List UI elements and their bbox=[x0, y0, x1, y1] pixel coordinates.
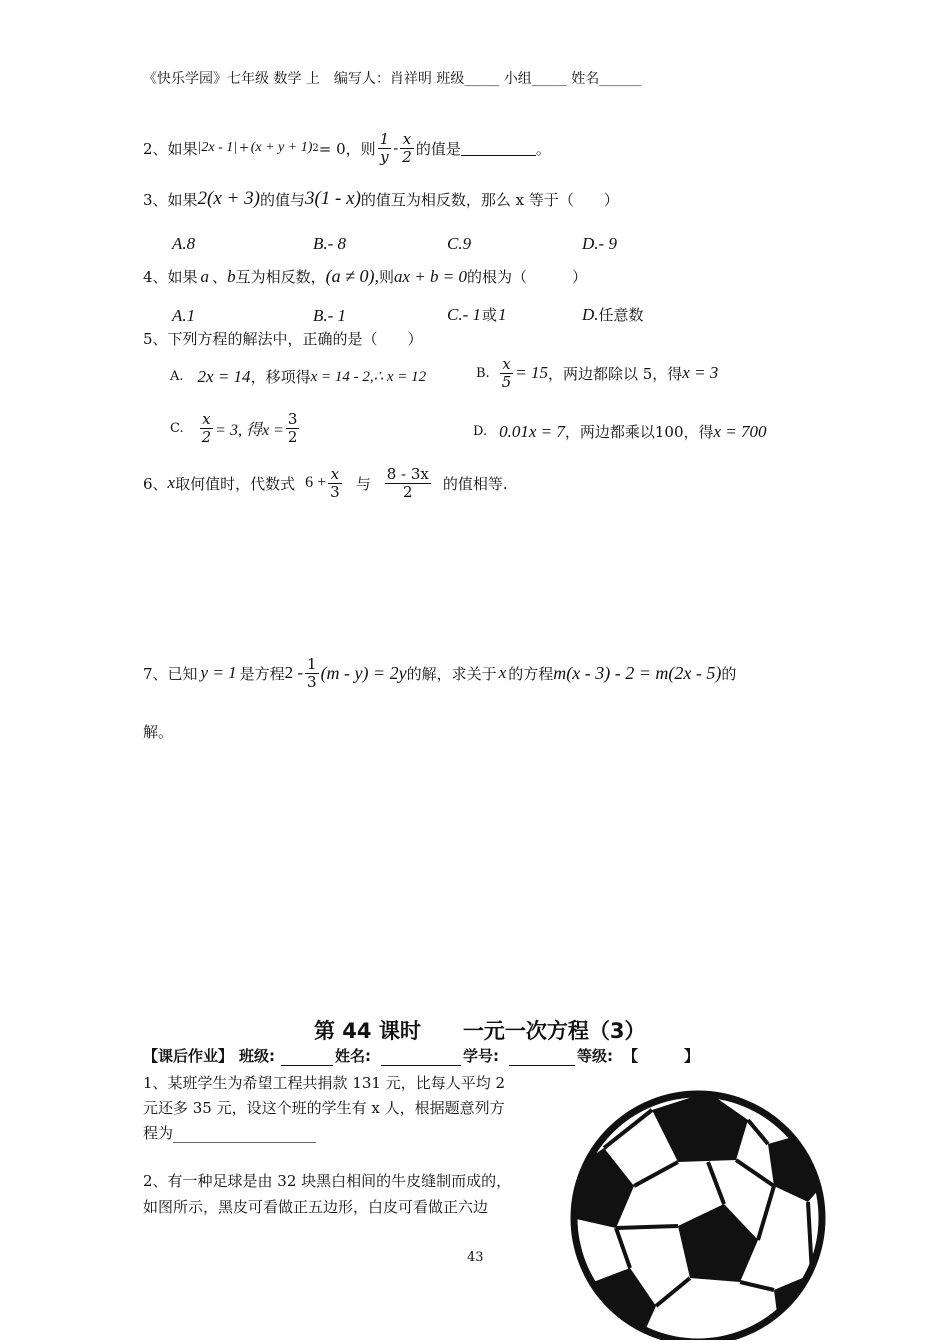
q5-d-eq1: 0.01x = 7 bbox=[499, 421, 565, 441]
q5-c-frac2-num: 3 bbox=[287, 410, 298, 428]
q4-option-d[interactable] bbox=[582, 304, 644, 325]
soccer-ball-image bbox=[560, 1078, 838, 1340]
q4-option-d-label: D. bbox=[582, 304, 599, 324]
q6-frac2 bbox=[385, 466, 431, 500]
q4-option-c-val1: C.- 1 bbox=[447, 304, 481, 324]
q2-frac1-den: y bbox=[380, 147, 389, 166]
page-header: 《快乐学园》七年级 数学 上 编写人：肖祥明 班级_____ 小组_____ 姓名______ bbox=[143, 71, 642, 87]
q2-suffix: 的值是 bbox=[415, 139, 461, 158]
q5-a-eq1: 2x = 14 bbox=[197, 366, 251, 386]
class-label: 班级: bbox=[239, 1047, 276, 1065]
q5-option-d[interactable] bbox=[473, 421, 767, 442]
q3-option-c[interactable]: C.9 bbox=[447, 234, 472, 253]
student-id-label: 学号: bbox=[463, 1047, 500, 1065]
q5-c-frac1-num: x bbox=[200, 411, 214, 429]
page-number: 43 bbox=[467, 1250, 484, 1265]
q7-eq4: m(x - 3) - 2 = m(2x - 5) bbox=[553, 662, 722, 683]
hw-q1-answer-blank[interactable] bbox=[173, 1128, 316, 1143]
q4-option-c[interactable] bbox=[447, 304, 507, 325]
q5-b-frac-den: 5 bbox=[501, 372, 512, 391]
q3-option-b[interactable]: B.- 8 bbox=[313, 234, 347, 253]
q7-eq1: y = 1 bbox=[200, 663, 237, 682]
q6-x: x bbox=[167, 473, 176, 492]
hw-q2-line2: 如图所示，黑皮可看做正五边形，白皮可看做正六边 bbox=[143, 1198, 489, 1216]
q3-suffix: 的值互为相反数，那么 x 等于（ ） bbox=[360, 190, 619, 209]
q2-answer-blank[interactable] bbox=[461, 141, 536, 156]
q2-prefix: 2、如果 bbox=[143, 139, 198, 158]
q6-text3: 的值相等. bbox=[442, 474, 508, 493]
q5-option-c[interactable] bbox=[170, 411, 301, 445]
q7-prefix: 7、已知 bbox=[143, 664, 198, 683]
q5-d-eq2: x = 700 bbox=[713, 421, 767, 441]
question-7 bbox=[143, 656, 736, 690]
grade-bracket-left: 【 bbox=[623, 1047, 639, 1065]
q5-a-eq2: x = 14 - 2,∴ x = 12 bbox=[310, 369, 427, 385]
hw-q1-line3 bbox=[143, 1122, 316, 1143]
q5-b-label: B. bbox=[476, 365, 490, 381]
q2-abs: |2x - 1| bbox=[197, 140, 238, 155]
q5-b-frac-num: x bbox=[500, 356, 514, 374]
q5-d-label: D. bbox=[473, 424, 488, 439]
q5-b-text: ，两边都除以 5，得 bbox=[547, 364, 683, 383]
q4-prefix: 4、如果 bbox=[143, 268, 198, 286]
q4-option-c-or: 或 bbox=[482, 306, 498, 324]
q6-expr1: 6 + bbox=[305, 474, 327, 491]
q7-frac-num: 1 bbox=[307, 655, 317, 673]
q3-option-d[interactable]: D.- 9 bbox=[582, 234, 617, 253]
q3-expr1: 2(x + 3) bbox=[197, 188, 260, 209]
q2-minus: - bbox=[393, 139, 399, 157]
q2-frac2-num: x bbox=[400, 131, 414, 149]
q6-text1: 取何值时，代数式 bbox=[175, 474, 296, 493]
q5-d-text: ，两边都乘以100，得 bbox=[564, 423, 714, 441]
student-id-field[interactable] bbox=[509, 1051, 575, 1066]
q4-option-c-val2: 1 bbox=[498, 304, 507, 324]
q7-eq2: 2 - bbox=[284, 663, 304, 682]
q3-prefix: 3、如果 bbox=[143, 190, 198, 209]
q2-frac-x-over-2 bbox=[400, 131, 414, 165]
lesson-title: 第 44 课时 一元一次方程（3） bbox=[314, 1019, 646, 1043]
q3-option-a[interactable]: A.8 bbox=[172, 234, 196, 253]
q4-cond: (a ≠ 0), bbox=[325, 266, 379, 286]
q2-paren: (x + y + 1) bbox=[250, 140, 313, 155]
q7-frac bbox=[305, 656, 319, 690]
q7-line2: 解。 bbox=[143, 723, 174, 741]
name-field[interactable] bbox=[381, 1051, 461, 1066]
q5-a-text: ，移项得 bbox=[250, 368, 311, 386]
q6-frac1-den: 3 bbox=[330, 482, 340, 501]
q5-b-eq1: = 15 bbox=[515, 363, 548, 382]
question-6 bbox=[143, 466, 508, 500]
q4-mid2: 则 bbox=[378, 268, 394, 286]
q4-suffix: 的根为（ ） bbox=[466, 268, 587, 286]
q7-text3: 的方程 bbox=[508, 664, 554, 683]
q5-a-label: A. bbox=[170, 369, 184, 384]
q5-c-frac1-den: 2 bbox=[201, 427, 212, 446]
q4-sep: 、 bbox=[212, 268, 228, 286]
q4-option-a[interactable]: A.1 bbox=[172, 306, 196, 325]
q7-frac-den: 3 bbox=[307, 672, 317, 691]
homework-info-row bbox=[143, 1045, 699, 1066]
q5-c-frac1 bbox=[200, 411, 214, 445]
q4-b: b bbox=[227, 266, 236, 286]
q4-mid: 互为相反数， bbox=[235, 268, 326, 286]
class-field[interactable] bbox=[281, 1051, 333, 1066]
q5-option-b[interactable] bbox=[476, 356, 718, 390]
q4-option-d-text: 任意数 bbox=[598, 306, 644, 324]
question-4 bbox=[143, 266, 587, 287]
hw-q1-line2: 元还多 35 元，设这个班的学生有 x 人，根据题意列方 bbox=[143, 1099, 505, 1117]
q2-frac-1-over-y bbox=[378, 131, 392, 165]
hw-q1-line1: 1、某班学生为希望工程共捐款 131 元，比每人平均 2 bbox=[143, 1074, 506, 1092]
q5-b-frac bbox=[500, 356, 514, 390]
q2-plus: + bbox=[239, 138, 249, 157]
q4-a: a bbox=[200, 266, 210, 286]
q6-frac2-num: 8 - 3x bbox=[386, 465, 429, 483]
q7-text4: 的 bbox=[721, 664, 737, 683]
q2-frac2-den: 2 bbox=[402, 147, 412, 166]
q7-text1: 是方程 bbox=[239, 664, 285, 683]
q2-eq0: = 0，则 bbox=[318, 139, 376, 158]
q5-c-frac2-den: 2 bbox=[287, 427, 298, 446]
q3-expr2: 3(1 - x) bbox=[304, 188, 361, 209]
q7-x: x bbox=[498, 663, 507, 682]
q2-end: 。 bbox=[535, 139, 551, 158]
question-2 bbox=[143, 128, 551, 168]
q6-frac1-num: x bbox=[328, 466, 342, 484]
hw-q1-line3-text: 程为 bbox=[143, 1124, 174, 1142]
q6-text2: 与 bbox=[355, 474, 371, 493]
q6-frac1 bbox=[328, 466, 342, 500]
q5-c-frac2 bbox=[286, 411, 300, 445]
q6-frac2-den: 2 bbox=[403, 482, 413, 501]
homework-tag: 【课后作业】 bbox=[143, 1047, 234, 1065]
grade-label: 等级: bbox=[577, 1047, 614, 1065]
q2-square: 2 bbox=[312, 142, 319, 154]
q5-c-label: C. bbox=[170, 420, 184, 436]
q5-b-eq2: x = 3 bbox=[682, 363, 719, 382]
hw-q2-line1: 2、有一种足球是由 32 块黑白相间的牛皮缝制而成的， bbox=[143, 1172, 512, 1190]
q2-frac1-num: 1 bbox=[379, 130, 390, 148]
q7-eq3: (m - y) = 2y bbox=[320, 662, 407, 683]
name-label: 姓名: bbox=[335, 1047, 372, 1065]
q4-option-b[interactable]: B.- 1 bbox=[313, 306, 347, 325]
question-3 bbox=[143, 188, 619, 210]
q5-c-eq1: = 3, 得x = bbox=[215, 421, 284, 439]
q5-option-a[interactable] bbox=[170, 366, 426, 387]
question-5-title: 5、下列方程的解法中，正确的是（ ） bbox=[143, 330, 423, 348]
q4-eqn: ax + b = 0 bbox=[393, 266, 467, 286]
q3-mid: 的值与 bbox=[259, 190, 305, 209]
q6-prefix: 6、 bbox=[143, 474, 168, 493]
grade-bracket-right: 】 bbox=[684, 1047, 700, 1065]
q7-text2: 的解，求关于 bbox=[406, 664, 497, 683]
